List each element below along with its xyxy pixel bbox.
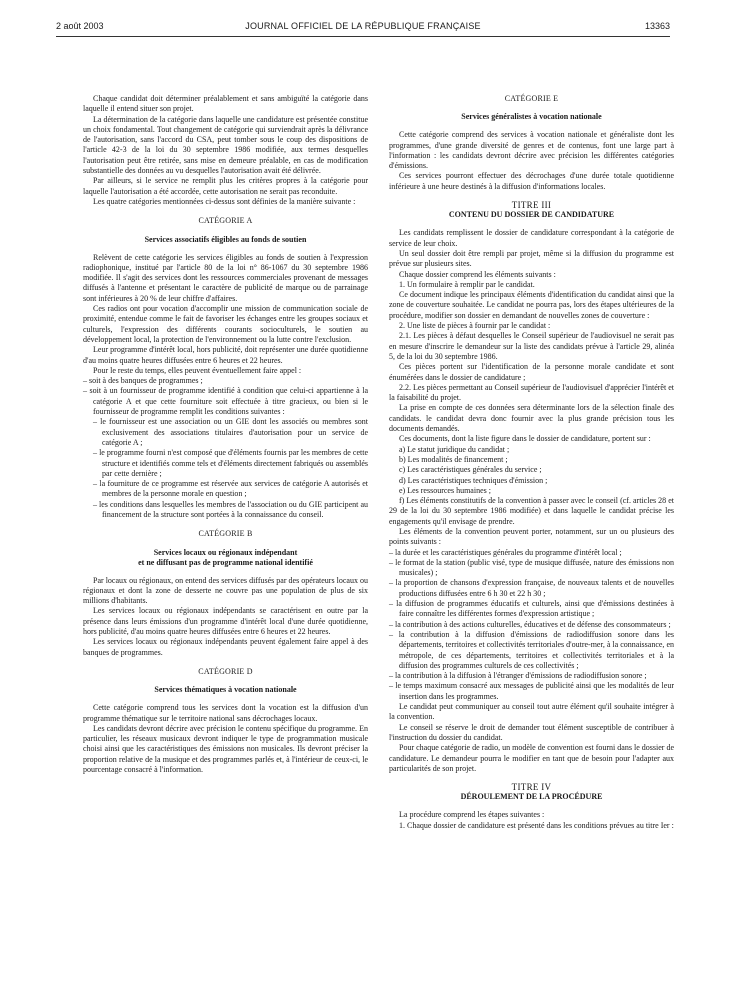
publication-date: 2 août 2003 (56, 21, 104, 31)
subheading-line: Services locaux ou régionaux indépendant (153, 547, 298, 557)
list-item: – la contribution à la diffusion à l'étranger d'émissions de radiodiffusion sonore ; (389, 671, 647, 681)
journal-title: JOURNAL OFFICIEL DE LA RÉPUBLIQUE FRANÇAISE (245, 21, 481, 31)
list-item: – la contribution à la diffusion d'émissions de radiodiffusion sonore dans les départements, territoires et collectivités territoriales d'outre-mer, à la connaissance, en métropole, de ces départements, territoires et collectivités territoriales et à la diffusion des programmes culturels de ces collectivités ; (389, 629, 674, 670)
sub-list-item: – le fournisseur est une association ou un GIE dont les associés ou membres sont exclusivement des associations titulaires d'autorisation pour un service de catégorie A ; (93, 417, 368, 447)
list-item: – la contribution à des actions culturelles, éducatives et de défense des consommateurs ; (389, 619, 671, 629)
category-heading: CATÉGORIE A (198, 216, 253, 226)
paragraph: Chaque candidat doit déterminer préalablement et sans ambiguïté la catégorie dans laquelle il entend situer son projet. (83, 94, 368, 114)
paragraph: 2. Une liste de pièces à fournir par le candidat : (399, 321, 551, 331)
category-subheading: Services généralistes à vocation nationale (461, 112, 602, 122)
list-item: – le format de la station (public visé, type de musique diffusée, nature des émissions non musicales) ; (389, 557, 674, 578)
subheading-line: et ne diffusant pas de programme national identifié (138, 557, 313, 567)
paragraph: Les candidats remplissent le dossier de candidature correspondant à la catégorie de service de leur choix. (389, 228, 674, 248)
paragraph: Le candidat peut communiquer au conseil tout autre élément qu'il souhaite intégrer à la convention. (389, 702, 674, 722)
sub-list-item: – la fourniture de ce programme est réservée aux services de catégorie A autorisés et membres de la personne morale en question ; (93, 479, 368, 499)
paragraph: Ces services pourront effectuer des décrochages d'une durée totale quotidienne inférieure à une heure destinés à la diffusion d'informations locales. (389, 171, 674, 191)
paragraph: 2.2. Les pièces permettant au Conseil supérieur de l'audiovisuel d'apprécier l'intérêt et la faisabilité du projet. (389, 382, 674, 403)
paragraph: Les candidats devront décrire avec précision le contenu spécifique du programme. En particulier, les réseaux musicaux devront indiquer le type de programmation musicale choisi ainsi que les caractéristiques des émissions non musicales. Ils devront préciser la proportion relative de la musique et des programmes parlés et, à l'intérieur de ceux-ci, le pourcentage consacré à l'information. (83, 723, 368, 775)
paragraph: La détermination de la catégorie dans laquelle une candidature est présentée constitue un choix fondamental. Tout changement de catégorie qui surviendrait après la délivrance de l'autorisation, sans l'accord du CSA, peut tomber sous le coup des dispositions de l'article 42-3 de la loi du 30 septembre 1986 modifiée, aux termes desquelles l'autorisation peut être retirée, sans mise en demeure préalable, en cas de modification substantielle des données au vu desquelles l'autorisation avait été délivrée. (83, 114, 368, 176)
title-subheading: CONTENU DU DOSSIER DE CANDIDATURE (448, 210, 615, 220)
left-column (83, 94, 368, 775)
list-item: – soit à un fournisseur de programme identifié à condition que celui-ci appartienne à la catégorie A et que cette fourniture soit effectuée à titre gracieux, ou bien si le fournisseur de programme remplit les conditions suivantes : (83, 386, 368, 417)
paragraph: 2.1. Les pièces à défaut desquelles le Conseil supérieur de l'audiovisuel ne serait pas en mesure d'inscrire le demandeur sur la liste des candidats prévue à l'article 29, alinéa 5, de la loi du 30 septembre 1986. (389, 331, 674, 361)
paragraph: f) Les éléments constitutifs de la convention à passer avec le conseil (cf. articles 28 et 29 de la loi du 30 septembre 1986 modifiée) et dans laquelle le candidat précise les engagements qu'il envisage de prendre. (389, 496, 674, 526)
category-subheading: Services thématiques à vocation nationale (154, 685, 297, 695)
dash-list (83, 376, 368, 520)
paragraph: Les services locaux ou régionaux indépendants peuvent également faire appel à des banques de programmes. (83, 637, 368, 657)
category-subheading: Services associatifs éligibles au fonds de soutien (144, 234, 307, 244)
paragraph: Pour chaque catégorie de radio, un modèle de convention est fourni dans le dossier de candidature. Le demandeur pourra le modifier en tant que de besoin pour l'adapter aux particularités de son projet. (389, 743, 674, 773)
sub-list-item: – le programme fourni n'est composé que d'éléments fournis par les membres de cette structure et identifiés comme tels et d'éléments directement fabriqués ou assemblés par cette dernière ; (93, 448, 368, 478)
title-heading: TITRE IV (511, 782, 552, 793)
title-subheading: DÉROULEMENT DE LA PROCÉDURE (460, 792, 603, 802)
title-heading: TITRE III (511, 200, 552, 211)
paragraph: La prise en compte de ces données sera déterminante lors de la sélection finale des candidats. le candidat devra donc fournir avec la plus grande précision tous les documents demandés. (389, 403, 674, 434)
paragraph: Leur programme d'intérêt local, hors publicité, doit représenter une durée quotidienne d'au moins quatre heures diffusées entre 6 heures et 22 heures. (83, 345, 368, 365)
paragraph: Chaque dossier comprend les éléments suivants : (399, 269, 556, 279)
right-column (389, 94, 674, 831)
paragraph: Cette catégorie comprend tous les services dont la vocation est la diffusion d'un programme thématique sur le territoire national sans décrochages locaux. (83, 703, 368, 723)
paragraph: Ces radios ont pour vocation d'accomplir une mission de communication sociale de proximité, entendue comme le fait de favoriser les échanges entre les groupes sociaux et culturels, l'expression des différents courants socioculturels, le soutien au développement local, la protection de l'environnement ou la lutte contre l'exclusion. (83, 304, 368, 344)
list-item: – le temps maximum consacré aux messages de publicité ainsi que les modalités de leur insertion dans les programmes. (389, 681, 674, 701)
page-number: 13363 (644, 21, 670, 31)
paragraph: Un seul dossier doit être rempli par projet, même si la diffusion du programme est prévue sur plusieurs sites. (389, 248, 674, 269)
paragraph: Les éléments de la convention peuvent porter, notamment, sur un ou plusieurs des points suivants : (389, 526, 674, 547)
paragraph: La procédure comprend les étapes suivantes : (399, 810, 545, 820)
dash-list (389, 548, 674, 702)
paragraph: Pour le reste du temps, elles peuvent éventuellement faire appel : (93, 365, 302, 375)
paragraph: Ces pièces portent sur l'identification de la personne morale candidate et sont énumérées dans le dossier de candidature ; (389, 362, 674, 382)
paragraph: 1. Un formulaire à remplir par le candidat. (399, 279, 535, 289)
list-item: d) Les caractéristiques techniques d'émission ; (399, 475, 548, 485)
paragraph: Le conseil se réserve le droit de demander tout élément susceptible de contribuer à l'instruction du dossier du candidat. (389, 722, 674, 742)
paragraph: Par locaux ou régionaux, on entend des services diffusés par des opérateurs locaux ou régionaux et dont la zone de desserte ne couvre pas une population de plus de six millions d'habitants. (83, 575, 368, 606)
lettered-list (389, 445, 674, 496)
category-subheading (83, 548, 368, 568)
sub-list-item: – les conditions dans lesquelles les membres de l'association ou du GIE participent au financement de la structure sont portées à la connaissance du conseil. (93, 499, 368, 519)
category-heading: CATÉGORIE E (504, 94, 559, 103)
list-item: – la diffusion de programmes éducatifs et culturels, ainsi que d'émissions destinées à faire connaître les différentes formes d'expression artistique ; (389, 599, 674, 619)
list-item: – la proportion de chansons d'expression française, de nouveaux talents et de nouvelles productions diffusées entre 6 h 30 et 22 h 30 ; (389, 578, 674, 598)
category-heading: CATÉGORIE B (198, 529, 253, 539)
list-item: b) Les modalités de financement ; (399, 454, 508, 464)
header-rule (56, 36, 670, 37)
paragraph: Les quatre catégories mentionnées ci-dessus sont définies de la manière suivante : (93, 196, 356, 206)
paragraph: Par ailleurs, si le service ne remplit plus les critères propres à la catégorie pour laquelle l'autorisation a été accordée, cette autorisation ne serait pas reconduite. (83, 176, 368, 196)
list-item: e) Les ressources humaines ; (399, 485, 491, 495)
paragraph: Relèvent de cette catégorie les services éligibles au fonds de soutien à l'expression radiophonique, institué par l'article 80 de la loi n° 86-1067 du 30 septembre 1986 modifiée. Il s'agit des services dont les ressources commerciales provenant de messages diffusés à l'antenne et présentant le caractère de publicité de marque ou de parrainage sont inférieures à 20 % de leur chiffre d'affaires. (83, 252, 368, 303)
paragraph: Ces documents, dont la liste figure dans le dossier de candidature, portent sur : (399, 434, 651, 444)
paragraph: 1. Chaque dossier de candidature est présenté dans les conditions prévues au titre Ier : (399, 820, 674, 830)
list-item: – la durée et les caractéristiques générales du programme d'intérêt local ; (389, 547, 622, 557)
paragraph: Ce document indique les principaux éléments d'identification du candidat ainsi que la zone de couverture souhaitée. Le candidat ne pourra pas, lors des étapes ultérieures de la procédure, modifier son dossier en demandant de nouvelles zones de couverture : (389, 290, 674, 320)
list-item: c) Les caractéristiques générales du service ; (399, 465, 542, 475)
paragraph: Les services locaux ou régionaux indépendants se caractérisent en outre par la présence dans leurs émissions d'un programme d'intérêt local d'une durée quotidienne, hors publicité, d'au moins quatre heures diffusées entre 6 heures et 22 heures. (83, 606, 368, 637)
list-item: – soit à des banques de programmes ; (83, 376, 203, 386)
page-header (56, 19, 670, 35)
paragraph: Cette catégorie comprend des services à vocation nationale et généraliste dont les programmes, d'une grande diversité de genres et de contenus, font une large part à l'information : les candidats devront décrire avec précision les différentes catégories d'émissions. (389, 130, 674, 171)
list-item: a) Le statut juridique du candidat ; (399, 444, 510, 454)
category-heading: CATÉGORIE D (198, 666, 253, 676)
